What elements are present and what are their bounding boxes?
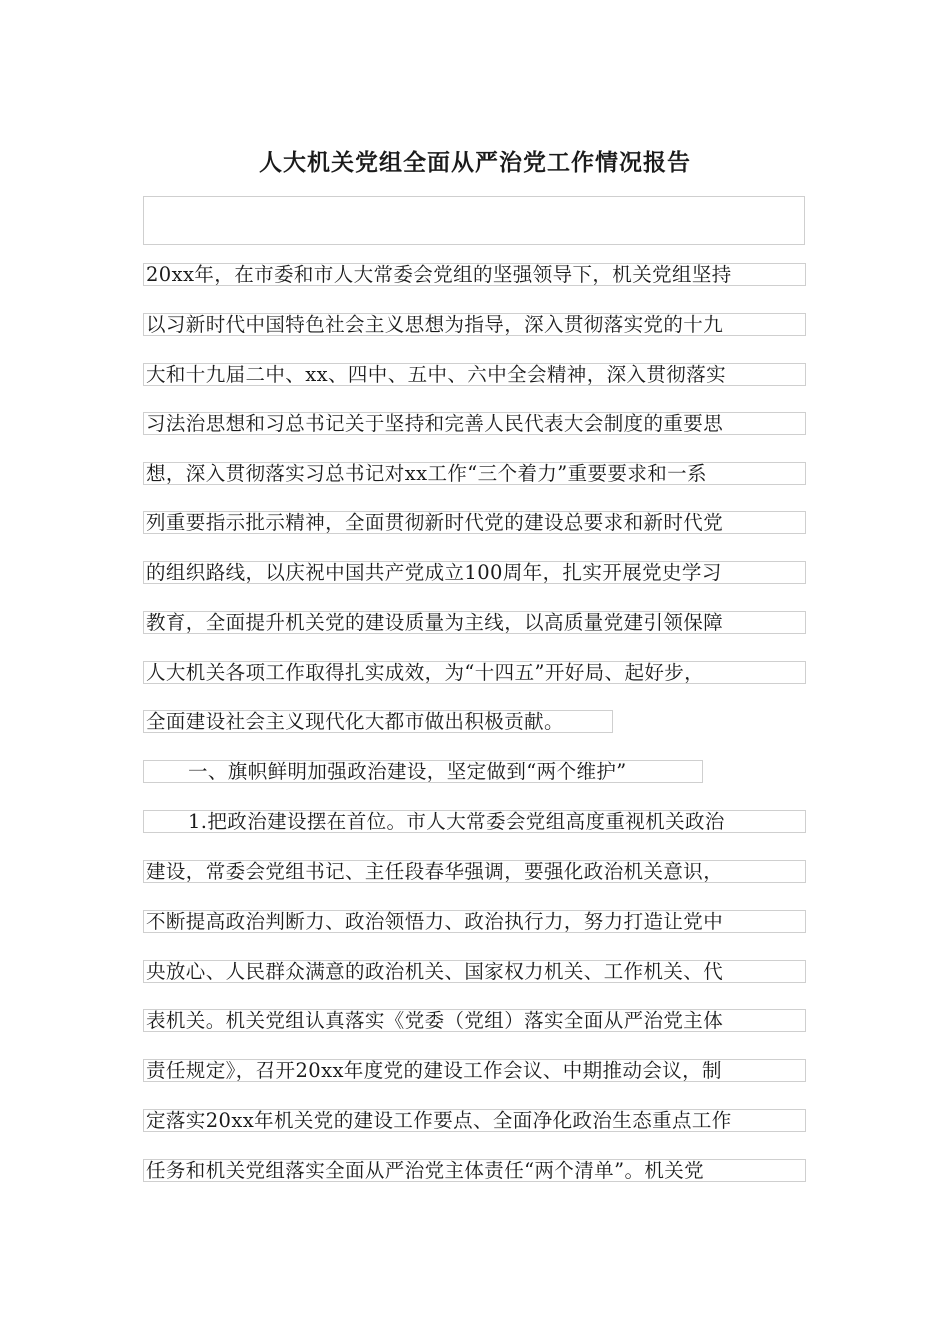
text-line-5: 想，深入贯彻落实习总书记对xx工作“三个着力”重要要求和一系 xyxy=(143,462,806,485)
text-line-18: 定落实20xx年机关党的建设工作要点、全面净化政治生态重点工作 xyxy=(143,1109,806,1132)
text-line-10: 全面建设社会主义现代化大都市做出积极贡献。 xyxy=(143,710,613,733)
text-line-12: 1.把政治建设摆在首位。市人大常委会党组高度重视机关政治 xyxy=(143,810,806,833)
text-line-3: 大和十九届二中、xx、四中、五中、六中全会精神，深入贯彻落实 xyxy=(143,363,806,386)
text-line-19: 任务和机关党组落实全面从严治党主体责任“两个清单”。机关党 xyxy=(143,1159,806,1182)
text-line-14: 不断提高政治判断力、政治领悟力、政治执行力，努力打造让党中 xyxy=(143,910,806,933)
text-line-7: 的组织路线，以庆祝中国共产党成立100周年，扎实开展党史学习 xyxy=(143,561,806,584)
text-line-2: 以习新时代中国特色社会主义思想为指导，深入贯彻落实党的十九 xyxy=(143,313,806,336)
blank-field-box xyxy=(143,196,805,245)
text-line-17: 责任规定》，召开20xx年度党的建设工作会议、中期推动会议，制 xyxy=(143,1059,806,1082)
document-title: 人大机关党组全面从严治党工作情况报告 xyxy=(259,149,691,176)
text-line-1: 20xx年，在市委和市人大常委会党组的坚强领导下，机关党组坚持 xyxy=(143,263,806,286)
text-line-6: 列重要指示批示精神，全面贯彻新时代党的建设总要求和新时代党 xyxy=(143,511,806,534)
text-line-8: 教育，全面提升机关党的建设质量为主线，以高质量党建引领保障 xyxy=(143,611,806,634)
text-line-9: 人大机关各项工作取得扎实成效，为“十四五”开好局、起好步， xyxy=(143,661,806,684)
text-line-15: 央放心、人民群众满意的政治机关、国家权力机关、工作机关、代 xyxy=(143,960,806,983)
section-heading-1: 一、旗帜鲜明加强政治建设，坚定做到“两个维护” xyxy=(143,760,703,783)
text-line-13: 建设，常委会党组书记、主任段春华强调，要强化政治机关意识， xyxy=(143,860,806,883)
text-line-4: 习法治思想和习总书记关于坚持和完善人民代表大会制度的重要思 xyxy=(143,412,806,435)
text-line-16: 表机关。机关党组认真落实《党委（党组）落实全面从严治党主体 xyxy=(143,1009,806,1032)
